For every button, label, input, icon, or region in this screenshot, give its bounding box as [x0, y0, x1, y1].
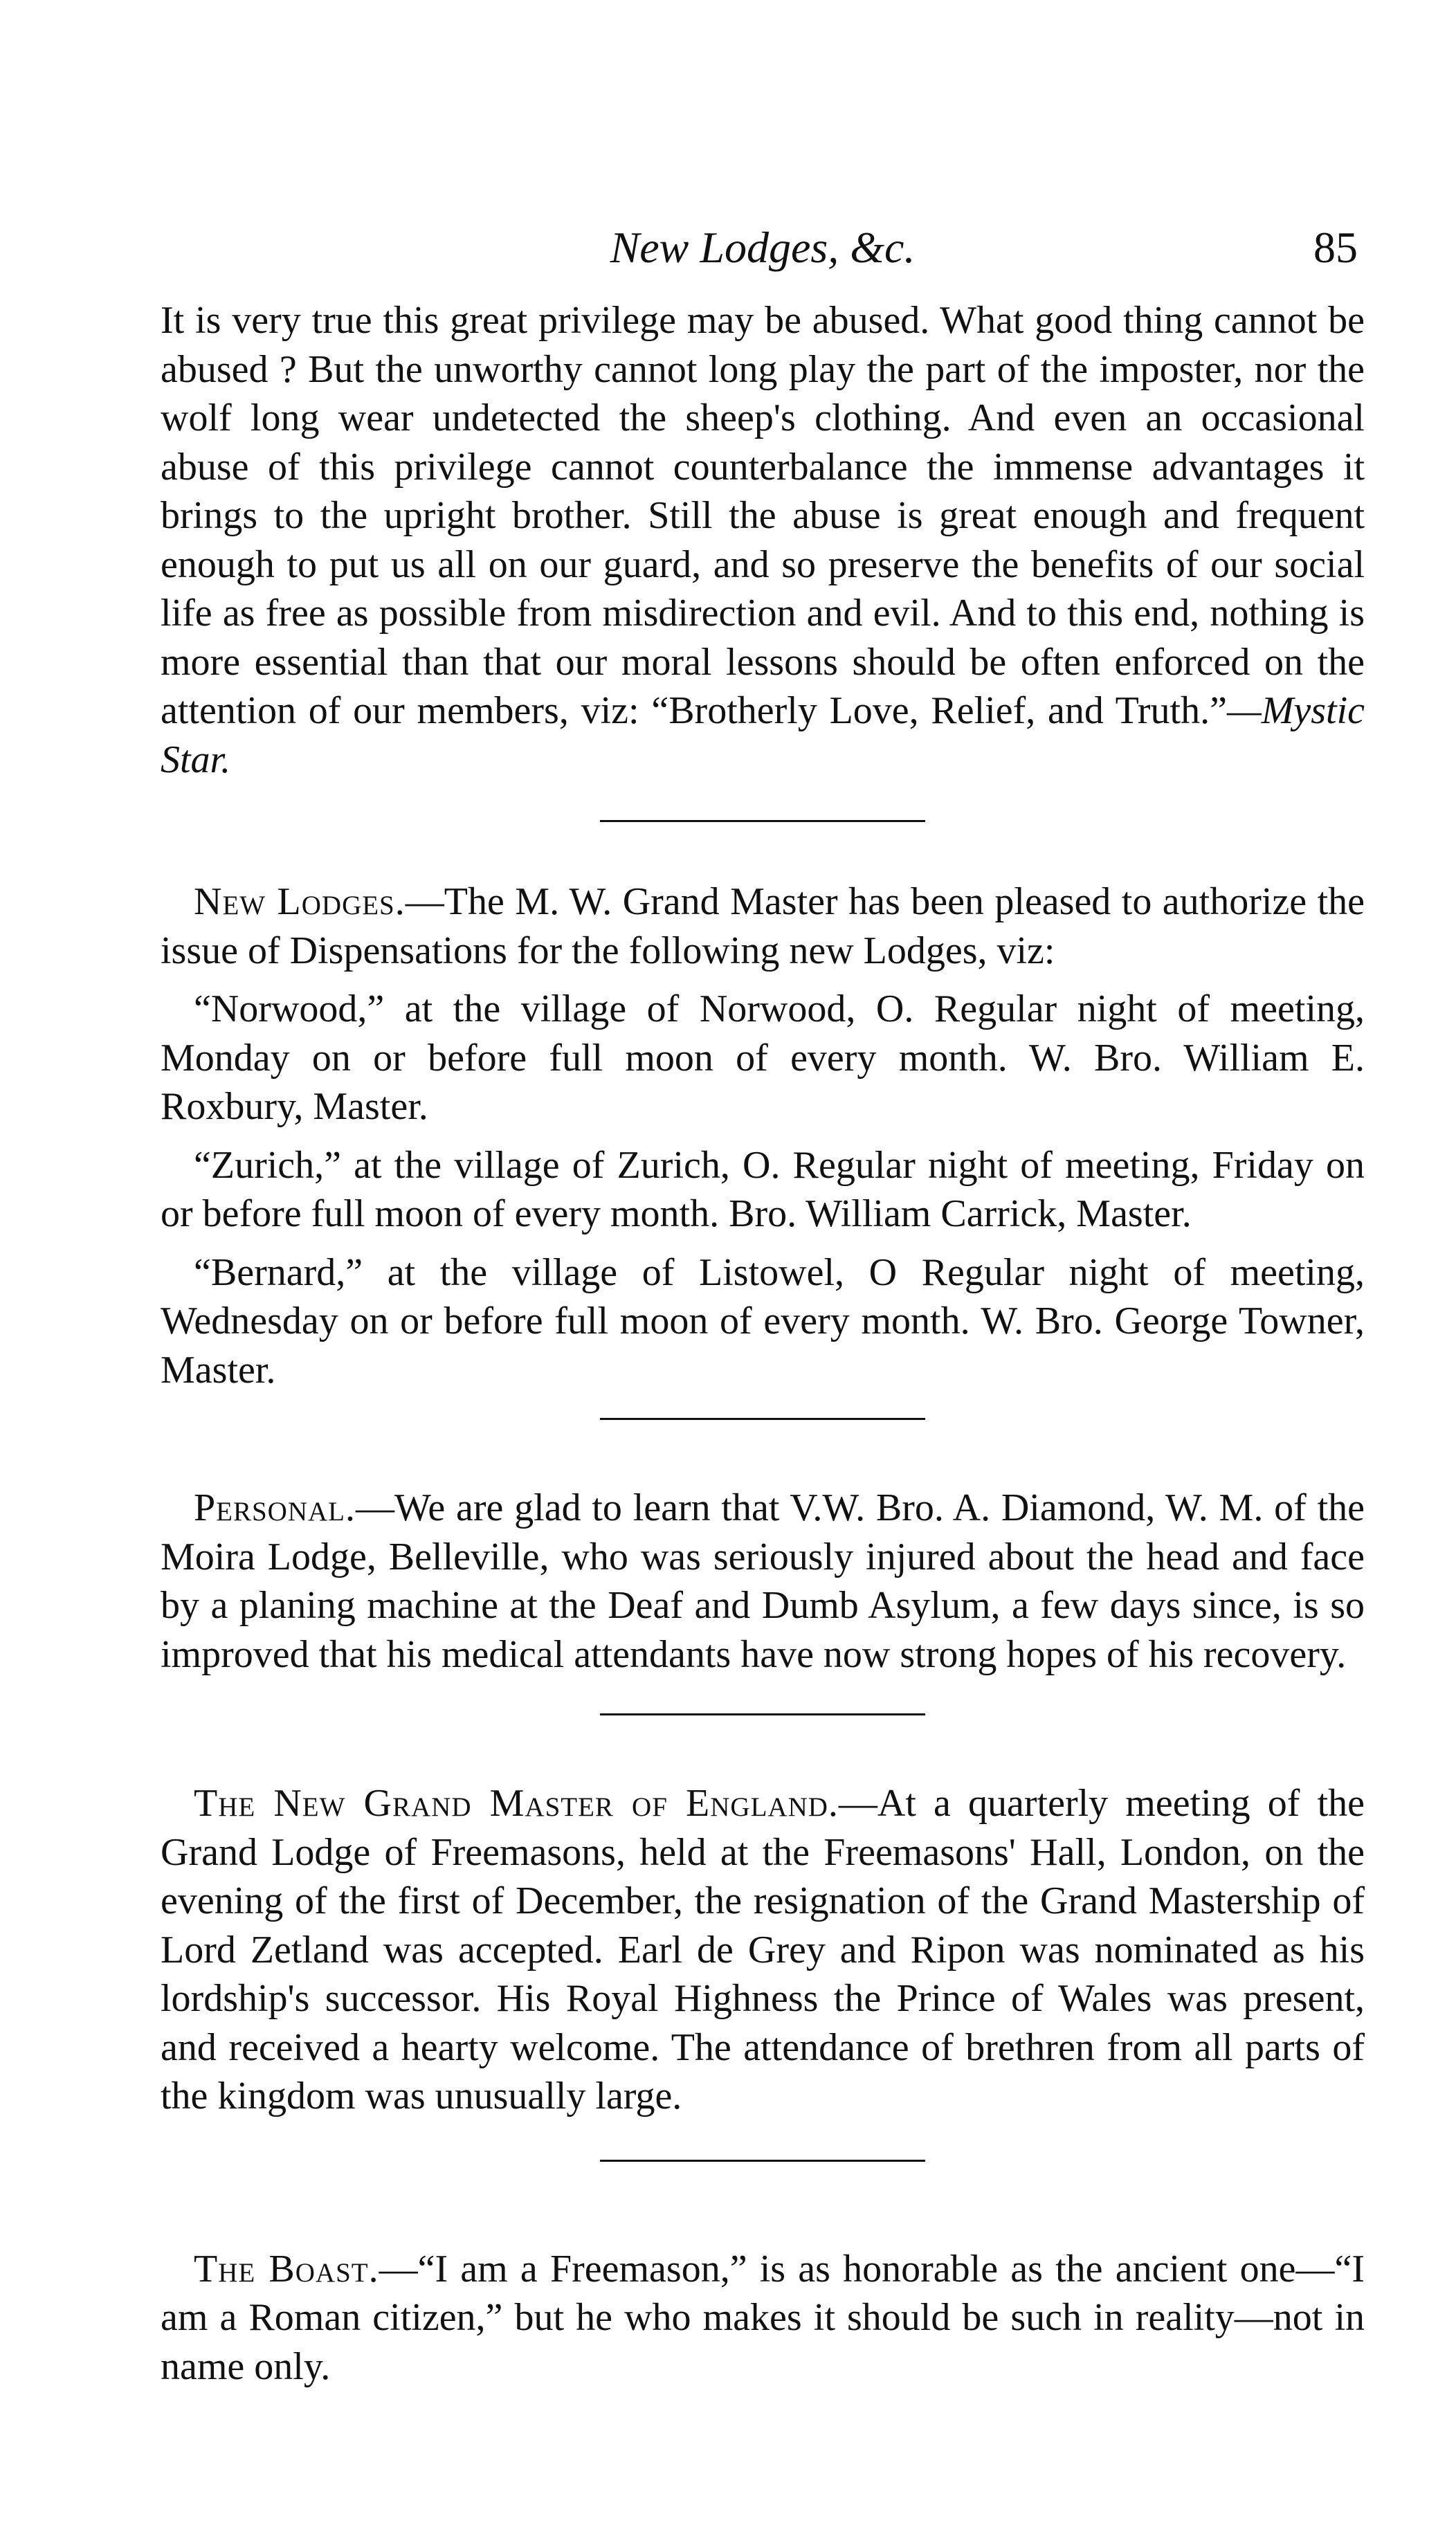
page-number: 85 [1313, 223, 1358, 272]
new-lodges-intro-text: —The M. W. Grand Master has been pleased to authorize the issue of Dispensations for the following new Lodges, viz: [161, 880, 1365, 972]
personal-heading: Personal. [194, 1486, 356, 1529]
new-lodges-heading: New Lodges. [194, 880, 406, 923]
section-divider [600, 1418, 925, 1420]
new-lodges-intro [161, 877, 1365, 975]
section-divider [600, 1713, 925, 1715]
grand-master-heading: The New Grand Master of England. [194, 1782, 839, 1825]
boast-text: —“I am a Freemason,” is as honorable as the ancient one—“I am a Roman citizen,” but he who makes it should be such in reality—not in name only. [161, 2247, 1365, 2388]
running-head [161, 220, 1365, 296]
personal-text: —We are glad to learn that V.W. Bro. A. Diamond, W. M. of the Moira Lodge, Belleville, who was seriously injured about the head and face by a planing machine at the Deaf and Dumb Asylum, a few days since, is so improved that his medical attendants have now strong hopes of his recovery. [161, 1486, 1365, 1676]
section-divider [600, 2160, 925, 2162]
page [161, 220, 1365, 2391]
running-title: New Lodges, &c. [610, 223, 916, 272]
boast-heading: The Boast. [194, 2247, 379, 2290]
boast-paragraph [161, 2245, 1365, 2392]
personal-paragraph [161, 1484, 1365, 1679]
section-divider [600, 820, 925, 822]
lodge-entry-norwood: “Norwood,” at the village of Norwood, O. Regular night of meeting, Monday on or before full moon of every month. W. Bro. William E. Roxbury, Master. [161, 987, 1365, 1128]
lodge-entry-zurich: “Zurich,” at the village of Zurich, O. Regular night of meeting, Friday on or before full moon of every month. Bro. William Carrick, Master. [161, 1143, 1365, 1235]
grand-master-paragraph [161, 1779, 1365, 2121]
continuation-paragraph [161, 296, 1365, 784]
lodge-entry-bernard: “Bernard,” at the village of Listowel, O Regular night of meeting, Wednesday on or before full moon of every month. W. Bro. George Towner, Master. [161, 1250, 1365, 1392]
grand-master-text: —At a quarterly meeting of the Grand Lodge of Freemasons, held at the Freemasons' Hall, London, on the evening of the first of December, the resignation of the Grand Mastership of Lord Zetland was accepted. Earl de Grey and Ripon was nominated as his lordship's successor. His Royal Highness the Prince of Wales was present, and received a hearty welcome. The attendance of brethren from all parts of the kingdom was unusually large. [161, 1782, 1365, 2117]
continuation-source: —Mystic Star. [161, 689, 1365, 781]
continuation-text: It is very true this great privilege may be abused. What good thing cannot be abused ? But the unworthy cannot long play the part of the imposter, nor the wolf long wear undetected the sheep's clothing. And even an occasional abuse of this privilege cannot counterbalance the immense advantages it brings to the upright brother. Still the abuse is great enough and frequent enough to put us all on our guard, and so preserve the benefits of our social life as free as possible from misdirection and evil. And to this end, nothing is more essential than that our moral lessons should be often enforced on the attention of our members, viz: “Brotherly Love, Relief, and Truth.” [161, 299, 1365, 732]
